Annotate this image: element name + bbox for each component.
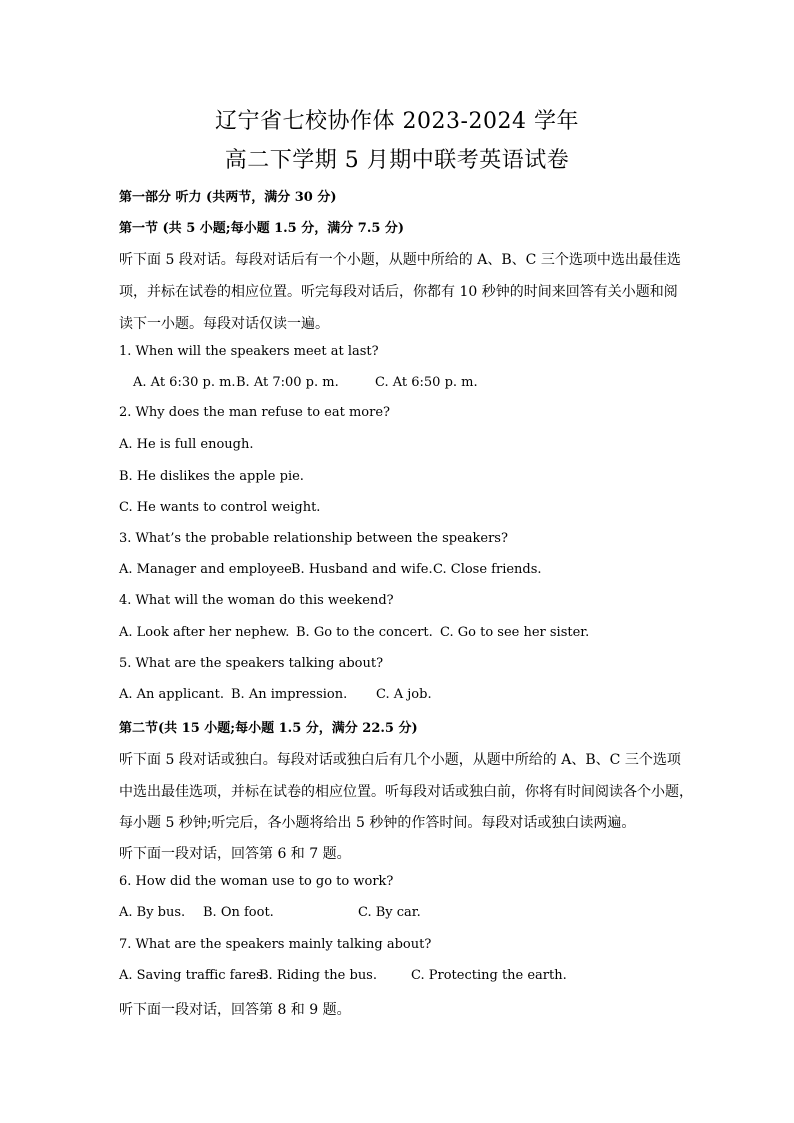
option-b: B. On foot.: [203, 905, 274, 920]
exam-title-line1: 辽宁省七校协作体 2023-2024 学年: [215, 109, 579, 134]
question-4: 4. What will the woman do this weekend?: [119, 593, 394, 608]
option-b: B. Riding the bus.: [259, 968, 377, 983]
option-b: B. At 7:00 p. m.: [236, 375, 339, 390]
section1-instructions-line: 读下一小题。每段对话仅读一遍。: [119, 316, 329, 332]
option-b: B. An impression.: [231, 687, 348, 702]
option-b: B. Husband and wife.: [291, 562, 433, 577]
option-a: A. At 6:30 p. m.: [133, 375, 236, 390]
question-2-option-b: B. He dislikes the apple pie.: [119, 469, 304, 484]
part1-heading: 第一部分 听力 (共两节，满分 30 分): [119, 190, 337, 205]
section2-heading: 第二节(共 15 小题;每小题 1.5 分，满分 22.5 分): [119, 721, 418, 736]
question-6-options: [119, 905, 679, 923]
option-a: A. Manager and employee.: [119, 562, 296, 577]
question-3: 3. What’s the probable relationship between the speakers?: [119, 531, 508, 546]
section2-instructions-line: 听下面 5 段对话或独白。每段对话或独白后有几个小题，从题中所给的 A、B、C 三个选项: [119, 752, 681, 768]
question-7-options: [119, 968, 679, 986]
option-c: C. By car.: [358, 905, 421, 920]
question-2-option-a: A. He is full enough.: [119, 437, 254, 452]
question-1: 1. When will the speakers meet at last?: [119, 344, 379, 359]
question-6: 6. How did the woman use to go to work?: [119, 874, 394, 889]
option-a: A. An applicant.: [119, 687, 225, 702]
section2-instructions-line: 每小题 5 秒钟;听完后，各小题将给出 5 秒钟的作答时间。每段对话或独白读两遍。: [119, 815, 636, 831]
section1-instructions-line: 听下面 5 段对话。每段对话后有一个小题，从题中所给的 A、B、C 三个选项中选出最佳选: [119, 252, 681, 268]
section1-instructions-line: 项，并标在试卷的相应位置。听完每段对话后，你都有 10 秒钟的时间来回答有关小题和阅: [119, 284, 678, 300]
section1-heading: 第一节 (共 5 小题;每小题 1.5 分，满分 7.5 分): [119, 221, 405, 236]
question-2-option-c: C. He wants to control weight.: [119, 500, 321, 515]
option-c: C. At 6:50 p. m.: [375, 375, 478, 390]
option-b: B. Go to the concert.: [296, 625, 433, 640]
option-c: C. Go to see her sister.: [440, 625, 590, 640]
option-c: C. Protecting the earth.: [411, 968, 567, 983]
question-3-options: [119, 562, 679, 580]
listening-prompt: 听下面一段对话，回答第 6 和 7 题。: [119, 846, 351, 862]
question-2: 2. Why does the man refuse to eat more?: [119, 405, 391, 420]
question-7: 7. What are the speakers mainly talking about?: [119, 937, 432, 952]
question-4-options: [119, 625, 679, 643]
question-5: 5. What are the speakers talking about?: [119, 656, 384, 671]
option-c: C. Close friends.: [433, 562, 542, 577]
option-a: A. Look after her nephew.: [119, 625, 290, 640]
exam-title-line2: 高二下学期 5 月期中联考英语试卷: [224, 148, 570, 173]
question-1-options: [119, 375, 679, 393]
question-5-options: [119, 687, 679, 705]
option-a: A. By bus.: [119, 905, 186, 920]
section2-instructions-line: 中选出最佳选项，并标在试卷的相应位置。听每段对话或独白前，你将有时间阅读各个小题，: [119, 784, 693, 800]
option-c: C. A job.: [376, 687, 432, 702]
option-a: A. Saving traffic fares.: [119, 968, 267, 983]
listening-prompt: 听下面一段对话，回答第 8 和 9 题。: [119, 1002, 351, 1018]
